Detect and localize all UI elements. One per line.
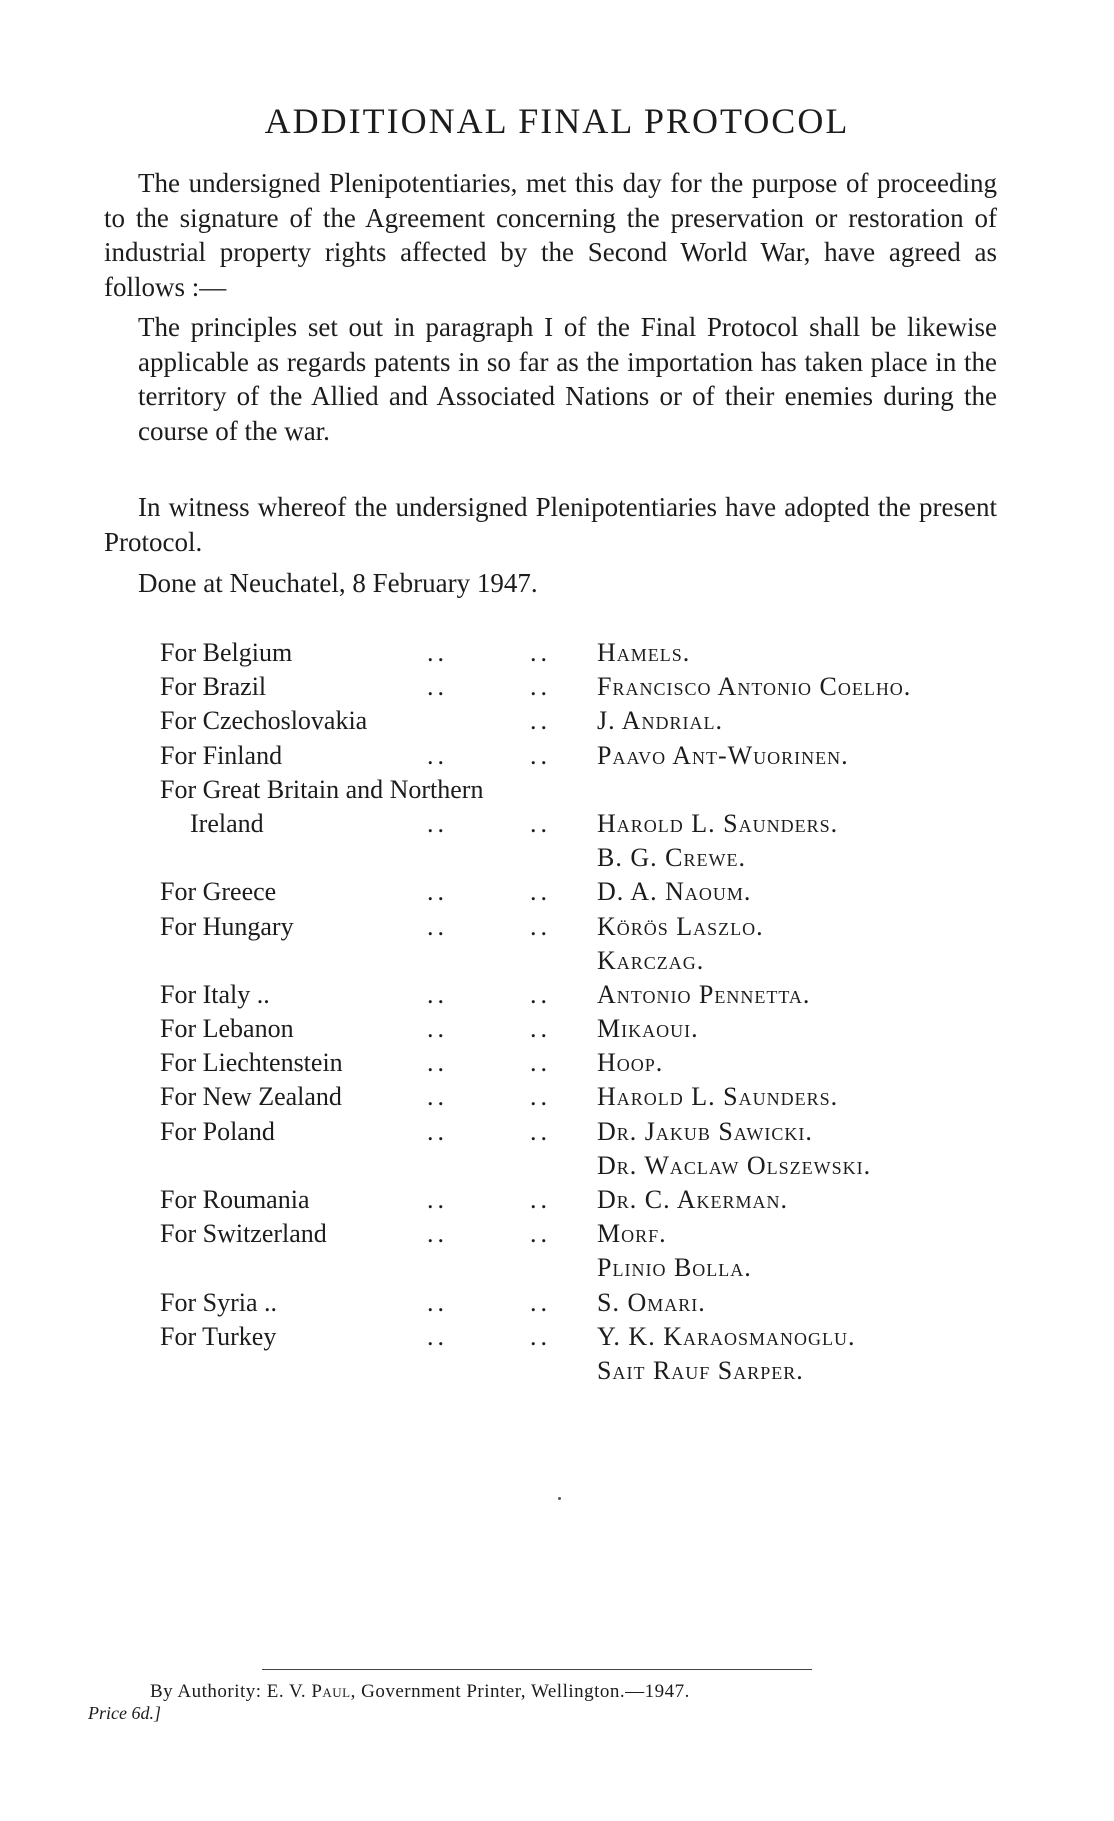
signature-row xyxy=(160,704,1020,738)
footer-imprint xyxy=(150,1681,690,1703)
signature-leader-dots: .. xyxy=(427,1048,448,1078)
signature-signer: Mikaoui. xyxy=(597,1014,699,1044)
signature-country: For Finland xyxy=(160,740,283,770)
signature-row xyxy=(160,1354,1020,1388)
signature-country: For Brazil xyxy=(160,672,267,702)
signature-signer: Y. K. Karaosmanoglu. xyxy=(597,1321,856,1351)
signature-leader-dots: .. xyxy=(530,1185,551,1214)
signature-leader-dots: .. xyxy=(427,740,448,770)
signature-leader-dots: .. xyxy=(530,808,551,838)
signature-leader-dots: .. xyxy=(427,638,448,667)
signature-row xyxy=(160,841,1020,875)
signature-row xyxy=(160,1080,1020,1114)
signature-country: For Italy .. xyxy=(160,979,270,1009)
signature-leader-dots: .. xyxy=(530,1116,551,1146)
signature-leader-dots: .. xyxy=(530,1287,551,1317)
signature-row xyxy=(160,1251,1020,1285)
footer-divider xyxy=(262,1669,812,1670)
signature-country: For Poland xyxy=(160,1116,275,1146)
signature-row xyxy=(160,807,1020,841)
signatures-list xyxy=(160,636,1020,1388)
signature-leader-dots: .. xyxy=(530,672,551,702)
signature-signer: Sait Rauf Sarper. xyxy=(597,1355,804,1385)
signature-country: For Switzerland xyxy=(160,1219,327,1249)
signature-country: For Hungary xyxy=(160,911,294,941)
signature-leader-dots: .. xyxy=(427,1219,448,1249)
signature-leader-dots: .. xyxy=(530,706,551,736)
signature-leader-dots: .. xyxy=(530,877,551,907)
signature-signer: Dr. Jakub Sawicki. xyxy=(597,1116,813,1146)
signature-leader-dots: .. xyxy=(530,740,551,770)
signature-country: For Roumania xyxy=(160,1185,310,1214)
signature-signer: Antonio Pennetta. xyxy=(597,979,811,1009)
signature-row xyxy=(160,978,1020,1012)
signature-leader-dots: .. xyxy=(427,1185,448,1214)
signature-leader-dots: .. xyxy=(530,1082,551,1112)
signature-country: For Turkey xyxy=(160,1321,277,1351)
signature-leader-dots: .. xyxy=(427,1014,448,1044)
signature-leader-dots: .. xyxy=(427,911,448,941)
footer-suffix: Government Printer, Wellington.—1947. xyxy=(361,1681,690,1702)
signature-row xyxy=(160,670,1020,704)
intro-paragraph: The undersigned Plenipotentiaries, met this day for the purpose of proceeding to the signature of the Agreement concerning the preservation or restoration of industrial property rights affected by the Second World War, have agreed as follows :— xyxy=(104,168,997,302)
signature-leader-dots: .. xyxy=(530,1321,551,1351)
signature-signer: Paavo Ant-Wuorinen. xyxy=(597,740,849,770)
signature-country: For Syria .. xyxy=(160,1287,277,1317)
signature-country: For Belgium xyxy=(160,638,293,667)
footer-prefix: By Authority: xyxy=(150,1681,262,1702)
signature-row xyxy=(160,1320,1020,1354)
signature-country: For Lebanon xyxy=(160,1014,294,1044)
principle-paragraph: The principles set out in paragraph I of the Final Protocol shall be likewise applicable as regards patents in so far as the importation has taken place in the territory of the Allied and Associated Nations or of their enemies during the course of the war. xyxy=(138,312,997,446)
signature-signer: Dr. Waclaw Olszewski. xyxy=(597,1150,872,1180)
signature-country: For Czechoslovakia xyxy=(160,706,368,736)
signature-signer: Körös Laszlo. xyxy=(597,911,764,941)
signature-leader-dots: .. xyxy=(427,979,448,1009)
signature-row xyxy=(160,1149,1020,1183)
signature-leader-dots: .. xyxy=(530,979,551,1009)
signature-row xyxy=(160,944,1020,978)
signature-signer: Hoop. xyxy=(597,1048,664,1078)
signature-signer: Morf. xyxy=(597,1219,667,1249)
signature-country: For Great Britain and Northern xyxy=(160,774,484,804)
signature-signer: D. A. Naoum. xyxy=(597,877,752,907)
signature-signer: Plinio Bolla. xyxy=(597,1253,752,1283)
print-speck xyxy=(558,1497,561,1500)
signature-signer: S. Omari. xyxy=(597,1287,706,1317)
signature-row xyxy=(160,1115,1020,1149)
signature-leader-dots: .. xyxy=(427,672,448,702)
witness-paragraph: In witness whereof the undersigned Plenipotentiaries have adopted the present Protocol. xyxy=(104,492,997,557)
signature-row xyxy=(160,739,1020,773)
signature-row xyxy=(160,1183,1020,1217)
signature-leader-dots: .. xyxy=(530,638,551,667)
signature-row xyxy=(160,1217,1020,1251)
signature-signer: Harold L. Saunders. xyxy=(597,808,839,838)
signature-country: For New Zealand xyxy=(160,1082,342,1112)
page-title: ADDITIONAL FINAL PROTOCOL xyxy=(264,101,850,141)
signature-row xyxy=(160,910,1020,944)
signature-country: For Liechtenstein xyxy=(160,1048,343,1078)
signature-signer: Harold L. Saunders. xyxy=(597,1082,839,1112)
signature-row xyxy=(160,636,1020,670)
signature-leader-dots: .. xyxy=(530,1014,551,1044)
signature-row xyxy=(160,773,1020,807)
signature-leader-dots: .. xyxy=(530,911,551,941)
signature-leader-dots: .. xyxy=(427,1116,448,1146)
price-note: Price 6d.] xyxy=(88,1703,161,1723)
signature-row xyxy=(160,875,1020,909)
signature-country: For Greece xyxy=(160,877,277,907)
signature-row xyxy=(160,1286,1020,1320)
signature-leader-dots: .. xyxy=(427,1287,448,1317)
signature-row xyxy=(160,1046,1020,1080)
signature-signer: Francisco Antonio Coelho. xyxy=(597,672,912,702)
signature-leader-dots: .. xyxy=(530,1219,551,1249)
signature-signer: Hamels. xyxy=(597,638,691,667)
done-at-line: Done at Neuchatel, 8 February 1947. xyxy=(138,568,538,598)
signature-signer: Dr. C. Akerman. xyxy=(597,1185,788,1214)
signature-signer: B. G. Crewe. xyxy=(597,843,746,873)
signature-leader-dots: .. xyxy=(427,808,448,838)
signature-leader-dots: .. xyxy=(427,1321,448,1351)
signature-signer: Karczag. xyxy=(597,945,705,975)
signature-leader-dots: .. xyxy=(530,1048,551,1078)
signature-row xyxy=(160,1012,1020,1046)
signature-leader-dots: .. xyxy=(427,877,448,907)
signature-country: Ireland xyxy=(190,808,264,838)
footer-printer-name: E. V. Paul, xyxy=(266,1681,356,1702)
signature-signer: J. Andrial. xyxy=(597,706,723,736)
signature-leader-dots: .. xyxy=(427,1082,448,1112)
